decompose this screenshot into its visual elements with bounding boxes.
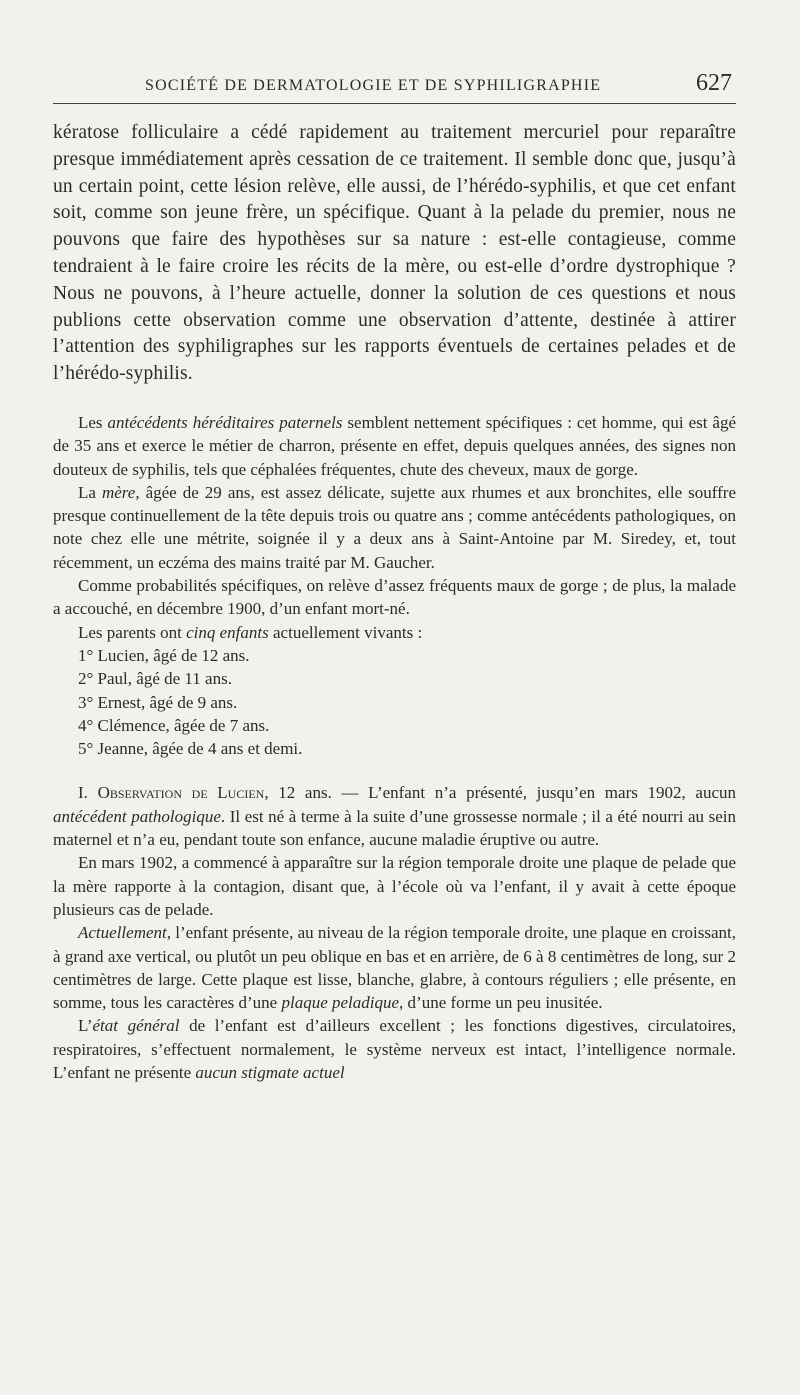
running-header (53, 70, 736, 104)
observation-section (53, 781, 736, 1084)
specific-probabilities-paragraph: Comme probabilités spécifiques, on relève d’assez fréquents maux de gorge ; de plus, la malade a accouché, en décembre 1900, d’un enfant mort-né. (53, 576, 736, 619)
paternal-antecedents-paragraph: Les antécédents héréditaires paternels semblent nettement spécifiques : cet homme, qui est âgé de 35 ans et exerce le métier de charron, présente en effet, depuis quelques années, des signes non douteux de syphilis, tels que céphalées fréquentes, chute des cheveux, maux de gorge. (53, 412, 737, 479)
actuellement-italic: Actuellement (78, 923, 167, 943)
antecedent-italic: antécédent pathologique (53, 806, 221, 826)
paternal-antecedents-italic: antécédents héréditaires paternels (107, 412, 343, 432)
running-title: SOCIÉTÉ DE DERMATOLOGIE ET DE SYPHILIGRAPHIE (145, 77, 602, 94)
onset-paragraph: En mars 1902, a commencé à apparaître sur la région temporale droite une plaque de pelade que la mère rapporte à la contagion, disant que, à l’école où va l’enfant, il y avait à cette époque plusieurs cas de pelade. (53, 853, 736, 919)
general-state-paragraph: L’état général de l’enfant est d’ailleurs excellent ; les fonctions digestives, circulatoires, respiratoires, s’effectuent normalement, le système nerveux est intact, l’intelligence normale. L’enfant ne présente aucun stigmate actuel (53, 1016, 736, 1082)
child-item: 2° Paul, âgé de 11 ans. (78, 669, 232, 689)
antecedents-section (53, 411, 736, 760)
children-list (53, 644, 736, 760)
mother-italic: mère (101, 482, 136, 502)
lead-paragraph: kératose folliculaire a cédé rapidement au traitement mercuriel pour reparaître presque immédiatement après cessation de ce traitement. Il semble donc que, jusqu’à un certain point, cette lésion relève, elle aussi, de l’hérédo-syphilis, et que cet enfant soit, comme son jeune frère, un spécifique. Quant à la pelade du premier, nous ne pouvons que faire des hypothèses sur sa nature : est-elle contagieuse, comme tendraient à le faire croire les récits de la mère, ou est-elle d’ordre dystrophique ? Nous ne pouvons, à l’heure actuelle, donner la solution de ces questions et nous publions cette observation comme une observation d’attente, destinée à attirer l’attention des syphiligraphes sur les rapports éventuels de certaines pelades et de l’hérédo-syphilis. (53, 122, 736, 385)
children-intro-paragraph: Les parents ont cinq enfants actuellement vivants : (78, 622, 423, 642)
observation-title: Observation de Lucien (97, 783, 265, 803)
stigmate-italic: aucun stigmate actuel (195, 1062, 345, 1082)
etat-general-italic: état général (92, 1016, 180, 1036)
child-item: 1° Lucien, âgé de 12 ans. (78, 645, 250, 665)
lead-section (53, 120, 736, 388)
child-item: 3° Ernest, âgé de 9 ans. (78, 692, 238, 712)
page-number: 627 (696, 70, 732, 96)
current-state-paragraph: Actuellement, l’enfant présente, au niveau de la région temporale droite, une plaque en croissant, à grand axe vertical, ou plutôt un peu oblique en bas et en arrière, de 6 à 8 centimètres de long, sur 2 centimètres de large. Cette plaque est lisse, blanche, glabre, à contours réguliers ; elle présente, en somme, tous les caractères d’une plaque peladique, d’une forme un peu inusitée. (53, 923, 736, 1013)
plaque-peladique-italic: plaque peladique (281, 993, 400, 1013)
children-count-italic: cinq enfants (186, 622, 269, 642)
book-page (53, 70, 736, 1084)
child-item: 4° Clémence, âgée de 7 ans. (78, 715, 270, 735)
mother-paragraph: La mère, âgée de 29 ans, est assez délicate, sujette aux rhumes et aux bronchites, elle souffre presque continuellement de la tête depuis trois ou quatre ans ; comme antécédents pathologiques, on note chez elle une métrite, soignée il y a deux ans à Saint-Antoine par M. Siredey, et, tout récemment, un eczéma des mains traité par M. Gaucher. (53, 482, 736, 572)
observation-heading-paragraph: I. Observation de Lucien, 12 ans. — L’enfant n’a présenté, jusqu’en mars 1902, aucun antécédent pathologique. Il est né à terme à la suite d’une grossesse normale ; il a été nourri au sein maternel et n’a eu, pendant toute son enfance, aucune maladie éruptive ou autre. (53, 783, 737, 850)
child-item: 5° Jeanne, âgée de 4 ans et demi. (78, 739, 303, 759)
